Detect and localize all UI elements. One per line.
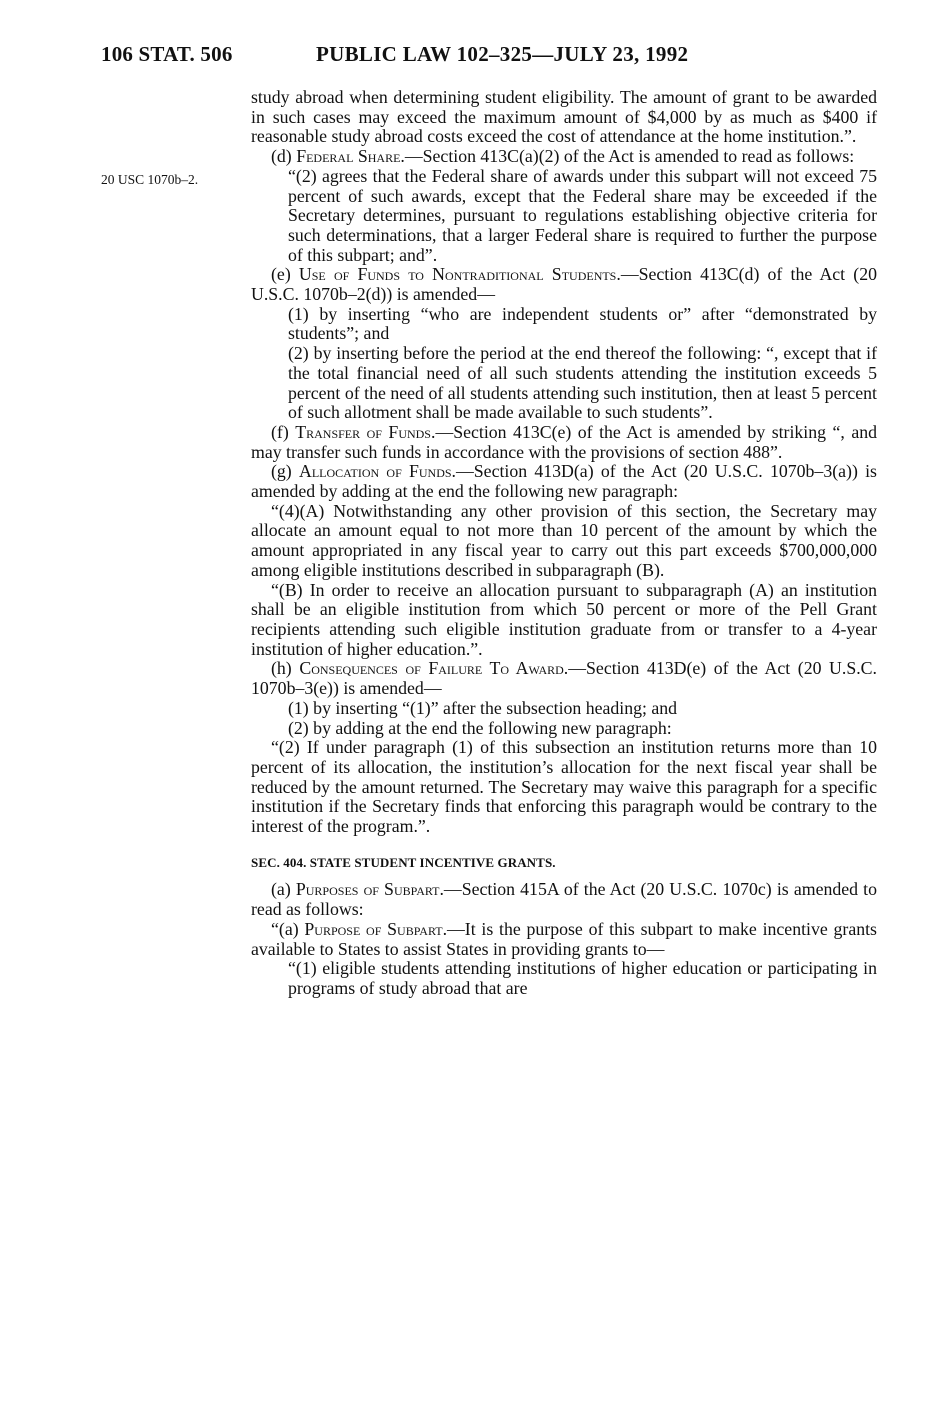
list-item: (1) by inserting “who are independent students or” after “demonstrated by students”; and	[288, 303, 877, 344]
margin-citation: 20 USC 1070b–2.	[101, 172, 199, 187]
subsection-text: —Section 413D(a) of the Act (20 U.S.C. 1070b–3(a)) is amended by adding at the end the following new paragraph:	[251, 461, 877, 502]
quoted-paragraph: “(2) agrees that the Federal share of awards under this subpart will not exceed 75 percent of such awards, except that the Federal share may be exceeded if the Secretary determines, pursuant to regulations establishing objective criteria for such determinations, that a larger Federal share is required to further the purpose of this subpart; and”.	[288, 165, 877, 265]
subsection-heading: Purposes of Subpart.	[295, 879, 444, 900]
list-item: (1) by inserting “(1)” after the subsection heading; and	[288, 697, 678, 718]
quoted-subsection	[251, 920, 877, 959]
subsection-text: —Section 413D(e) of the Act (20 U.S.C. 1070b–3(e)) is amended—	[251, 658, 877, 699]
statute-page-reference: 106 STAT. 506	[101, 42, 233, 66]
subsection-heading: Consequences of Failure To Award.	[299, 658, 569, 679]
subsection-f	[251, 423, 877, 462]
subsection-text: —Section 413C(d) of the Act (20 U.S.C. 1070b–2(d)) is amended—	[251, 264, 877, 305]
section-heading: SEC. 404. STATE STUDENT INCENTIVE GRANTS.	[251, 854, 556, 870]
subsection-label: (h)	[271, 658, 300, 679]
quoted-paragraph: “(4)(A) Notwithstanding any other provision of this section, the Secretary may allocate an amount equal to not more than 10 percent of the amount by which the amount appropriated in any fiscal year to carry out this part exceeds $700,000,000 among eligible institutions described in subparagraph (B).	[251, 500, 877, 580]
list-item: (2) by inserting before the period at the end thereof the following: “, except that if the total financial need of all such students attending the institution exceeds 5 percent of the need of all students attending such institution, then at least 5 percent of such allotment shall be made available to such students”.	[288, 343, 877, 423]
subsection-g	[251, 462, 877, 501]
subsection-heading: Allocation of Funds.	[298, 461, 456, 482]
list-item: “(1) eligible students attending institutions of higher education or participating in programs of study abroad that are	[288, 958, 877, 998]
subsection-d	[251, 147, 877, 167]
subsection-label: (f)	[271, 421, 296, 442]
subsection-text: —Section 415A of the Act (20 U.S.C. 1070c) is amended to read as follows:	[251, 879, 877, 920]
subsection-h	[251, 659, 877, 698]
paragraph-continuation: study abroad when determining student eligibility. The amount of grant to be awarded in such cases may exceed the maximum amount of $4,000 by as much as $400 if reasonable study abroad costs exceed the cost of attendance at the home institution.”.	[251, 87, 877, 147]
subsection-a	[251, 880, 877, 919]
subsection-heading: Use of Funds to Nontraditional Students.	[298, 264, 621, 285]
subsection-text: —It is the purpose of this subpart to make incentive grants available to States to assist States in providing grants to—	[251, 918, 877, 959]
subsection-e	[251, 265, 877, 304]
page-title: PUBLIC LAW 102–325—JULY 23, 1992	[316, 42, 689, 66]
subsection-heading: Federal Share.	[296, 146, 405, 167]
subsection-heading: Transfer of Funds.	[295, 421, 436, 442]
body-text	[251, 88, 877, 999]
list-item: (2) by adding at the end the following new paragraph:	[288, 717, 672, 738]
page-header	[0, 42, 950, 72]
subsection-label: (a)	[271, 879, 296, 900]
quoted-paragraph: “(2) If under paragraph (1) of this subsection an institution returns more than 10 percent of its allocation, the institution’s allocation for the next fiscal year shall be reduced by the amount returned. The Secretary may waive this paragraph for a specific institution if the Secretary finds that enforcing this paragraph would be contrary to the interest of the program.”.	[251, 737, 877, 837]
subsection-text: —Section 413C(e) of the Act is amended by striking “, and may transfer such funds in accordance with the provisions of section 488”.	[251, 421, 877, 462]
subsection-text: —Section 413C(a)(2) of the Act is amended to read as follows:	[404, 146, 855, 167]
quoted-paragraph: “(B) In order to receive an allocation pursuant to subparagraph (A) an institution shall be an eligible institution from which 50 percent or more of the Pell Grant recipients attending such eligible institution graduate from or transfer to a 4-year institution of higher education.”.	[251, 579, 877, 659]
subsection-label: (d)	[271, 146, 297, 167]
subsection-heading: Purpose of Subpart.	[304, 918, 448, 939]
subsection-label: (g)	[271, 461, 299, 482]
subsection-label: “(a)	[271, 918, 305, 939]
subsection-label: (e)	[271, 264, 299, 285]
